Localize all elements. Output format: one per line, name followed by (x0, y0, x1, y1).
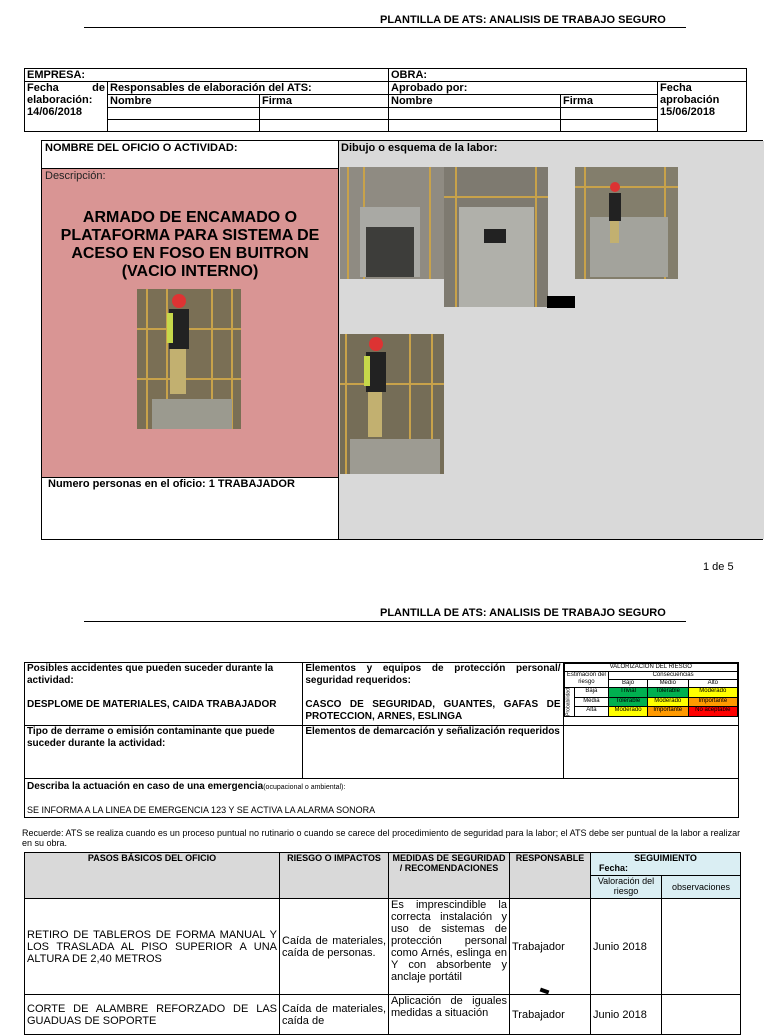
tipo-derrame-label: Tipo de derrame o emisión contaminante que puede suceder durante la actividad: (27, 726, 275, 749)
demarcacion-cell (303, 726, 563, 779)
valorizacion-cell (563, 663, 739, 726)
observaciones-cell (662, 995, 741, 1035)
responsable-cell: Trabajador (510, 995, 591, 1035)
responsable-firma-cell (260, 120, 389, 132)
valoracion-cell: Junio 2018 (591, 995, 662, 1035)
recuerde-note: Recuerde: ATS se realiza cuando es un proceso puntual no rutinario o cuando se carece del procedimiento de seguridad para la labor; el ATS debe ser puntual de la labor a realizar en su obra. (22, 828, 741, 848)
pasos-header: PASOS BÁSICOS DEL OFICIO (25, 853, 280, 899)
descripcion-label: Descripción: (45, 170, 106, 182)
site-photo-1 (340, 167, 444, 279)
posibles-accidentes-cell (25, 663, 303, 726)
valorizacion-matrix (564, 663, 739, 717)
cell-tolerable: Tolerable (609, 697, 648, 707)
emergencia-small-label: (ocupacional o ambiental): (263, 784, 346, 791)
page1-header-rule (84, 27, 686, 28)
fecha-aprobacion-value: 15/06/2018 (660, 106, 716, 118)
estimacion-label: Estimación del riesgo (564, 672, 609, 688)
posibles-accidentes-value: DESPLOME DE MATERIALES, CAIDA TRABAJADOR (27, 699, 277, 710)
aprobado-nombre-cell (389, 108, 561, 120)
worker-photo (137, 289, 241, 429)
risk-info-table (24, 662, 739, 818)
dibujo-label: Dibujo o esquema de la labor: (341, 142, 498, 154)
emergencia-value: SE INFORMA A LA LINEA DE EMERGENCIA 123 Y SE ACTIVA LA ALARMA SONORA (27, 805, 376, 815)
site-photo-3 (575, 167, 678, 279)
empresa-label: EMPRESA: (25, 69, 389, 82)
fecha-elaboracion-cell (25, 82, 108, 132)
aprobado-nombre-cell (389, 120, 561, 132)
cell-moderado: Moderado (688, 688, 737, 698)
fecha-elaboracion-value: 14/06/2018 (27, 106, 83, 118)
responsable-firma-cell (260, 108, 389, 120)
responsable-firma-header: Firma (260, 95, 389, 108)
oficio-box (41, 140, 763, 540)
page1-header-title: PLANTILLA DE ATS: ANALISIS DE TRABAJO SEGURO (380, 14, 666, 26)
valorizacion-title: VALORIZACION DEL RIESGO (564, 664, 738, 672)
responsables-label: Responsables de elaboración del ATS: (108, 82, 389, 95)
page2-header-rule (84, 621, 686, 622)
consecuencias-label: Consecuencias (609, 672, 738, 680)
elementos-proteccion-value: CASCO DE SEGURIDAD, GUANTES, GAFAS DE PROTECCION, ARNES, ESLINGA (305, 699, 561, 722)
ats-info-table (24, 68, 747, 132)
responsable-nombre-cell (108, 108, 260, 120)
col-bajo: Bajo (609, 680, 648, 688)
posibles-accidentes-label: Posibles accidentes que pueden suceder durante la actividad: (27, 663, 274, 686)
responsable-header: RESPONSABLE (510, 853, 591, 899)
observaciones-header: observaciones (662, 876, 741, 899)
probabilidad-label: Probabilidad (564, 688, 574, 717)
fecha-aprobacion-cell (658, 82, 747, 132)
emergencia-cell (25, 779, 739, 818)
page1-number: 1 de 5 (703, 561, 734, 573)
tipo-derrame-cell (25, 726, 303, 779)
cell-moderado: Moderado (609, 707, 648, 717)
observaciones-cell (662, 899, 741, 995)
riesgo-header: RIESGO O IMPACTOS (280, 853, 389, 899)
responsable-cell: Trabajador (510, 899, 591, 995)
fecha-aprobacion-label: Fecha aprobación (660, 82, 720, 106)
numero-personas: Numero personas en el oficio: 1 TRABAJADOR (48, 478, 295, 490)
medidas-cell: Aplicación de iguales medidas a situación (389, 995, 510, 1035)
black-mark (547, 296, 575, 308)
description-area (42, 168, 338, 478)
actividad-title: ARMADO DE ENCAMADO O PLATAFORMA PARA SISTEMA DE ACESO EN FOSO EN BUITRON (VACIO INTERNO) (60, 209, 320, 280)
cell-trivial: Trivial (609, 688, 648, 698)
aprobado-label: Aprobado por: (389, 82, 658, 95)
aprobado-firma-cell (561, 108, 658, 120)
valoracion-header: Valoración del riesgo (591, 876, 662, 899)
row-media: Media (574, 697, 609, 707)
oficio-label: NOMBRE DEL OFICIO O ACTIVIDAD: (45, 142, 238, 154)
medidas-cell: Es imprescindible la correcta instalación y uso de sistemas de protección personal como Arnés, eslinga en Y con absorbente y anclaje portátil (389, 899, 510, 995)
medidas-header: MEDIDAS DE SEGURIDAD / RECOMENDACIONES (389, 853, 510, 899)
cell-importante: Importante (688, 697, 737, 707)
aprobado-nombre-header: Nombre (389, 95, 561, 108)
fecha-elaboracion-label: Fecha de elaboración: (27, 82, 105, 106)
demarcacion-extra-cell (563, 726, 739, 779)
steps-table (24, 852, 741, 1035)
responsable-nombre-header: Nombre (108, 95, 260, 108)
col-alto: Alto (688, 680, 737, 688)
seguimiento-header (591, 853, 741, 876)
demarcacion-label: Elementos de demarcación y señalización requeridos (305, 726, 560, 737)
riesgo-cell: Caída de materiales, caída de personas. (280, 899, 389, 995)
cell-importante: Importante (647, 707, 688, 717)
aprobado-firma-cell (561, 120, 658, 132)
site-photo-4 (340, 334, 444, 474)
emergencia-label: Describa la actuación en caso de una emergencia (27, 781, 264, 792)
elementos-proteccion-label: Elementos y equipos de protección personal/ seguridad requeridos: (305, 663, 561, 686)
valoracion-cell: Junio 2018 (591, 899, 662, 995)
cell-no-aceptable: No aceptable (688, 707, 737, 717)
page2-header-title: PLANTILLA DE ATS: ANALISIS DE TRABAJO SEGURO (380, 607, 666, 619)
aprobado-firma-header: Firma (561, 95, 658, 108)
seguimiento-label: SEGUIMIENTO (634, 853, 697, 863)
obra-label: OBRA: (389, 69, 747, 82)
site-photo-2 (444, 167, 548, 307)
responsable-nombre-cell (108, 120, 260, 132)
cell-moderado: Moderado (647, 697, 688, 707)
row-alta: Alta (574, 707, 609, 717)
paso-cell: RETIRO DE TABLEROS DE FORMA MANUAL Y LOS TRASLADA AL PISO SUPERIOR A UNA ALTURA DE 2,40 METROS (25, 899, 280, 995)
riesgo-cell: Caída de materiales, caída de (280, 995, 389, 1035)
col-medio: Medio (647, 680, 688, 688)
fecha-label: Fecha: (599, 863, 629, 873)
row-baja: Baja (574, 688, 609, 698)
cell-tolerable: Tolerable (647, 688, 688, 698)
paso-cell: CORTE DE ALAMBRE REFORZADO DE LAS GUADUAS DE SOPORTE (25, 995, 280, 1035)
elementos-proteccion-cell (303, 663, 563, 726)
